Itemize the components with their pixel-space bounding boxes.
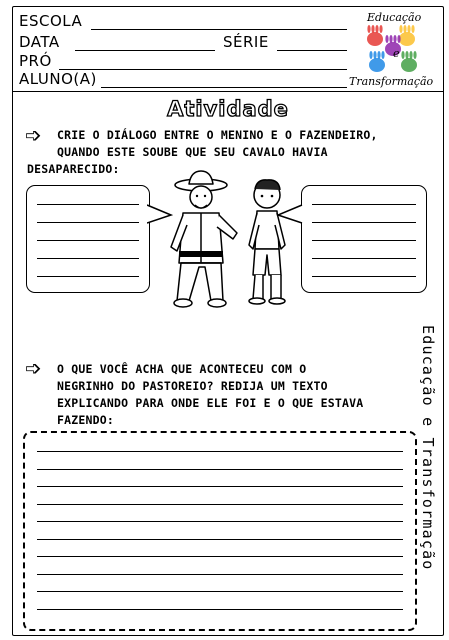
- writing-line: [37, 504, 403, 505]
- answer-box[interactable]: [23, 431, 417, 631]
- logo-title: Educação: [367, 11, 422, 24]
- boy-speech-bubble[interactable]: [301, 185, 427, 293]
- worksheet-page: [12, 6, 444, 636]
- handprint-icon: [399, 25, 415, 46]
- side-watermark-text: Educação e Transformação: [419, 325, 437, 571]
- activity1-instruction: CRIE O DIÁLOGO ENTRE O MENINO E O FAZENDEIRO, QUANDO ESTE SOUBE QUE SEU CAVALO HAVIA DESAPARECIDO:: [27, 128, 378, 176]
- activity-title: Atividade: [167, 97, 289, 121]
- pro-field[interactable]: [59, 69, 347, 70]
- writing-line: [37, 539, 403, 540]
- logo: [349, 9, 441, 89]
- farmer-illustration: [161, 167, 241, 311]
- handprint-icon: [369, 51, 385, 72]
- escola-field[interactable]: [91, 29, 347, 30]
- writing-line: [37, 486, 403, 487]
- arrow-right-icon: ➩: [25, 125, 42, 147]
- data-field[interactable]: [75, 50, 215, 51]
- serie-label: SÉRIE: [223, 33, 269, 51]
- handprint-icon: [401, 51, 417, 72]
- writing-line: [37, 591, 403, 592]
- header-section: [13, 7, 443, 92]
- boy-illustration: [239, 175, 295, 311]
- aluno-field[interactable]: [101, 87, 347, 88]
- serie-field[interactable]: [277, 50, 347, 51]
- pro-label: PRÓ: [19, 52, 52, 70]
- farmer-speech-bubble[interactable]: [26, 185, 150, 293]
- handprint-icon: [367, 25, 383, 46]
- aluno-label: ALUNO(A): [19, 70, 97, 88]
- arrow-right-icon: ➩: [25, 358, 42, 380]
- logo-letter: e: [393, 47, 400, 60]
- writing-line: [37, 521, 403, 522]
- writing-line: [37, 451, 403, 452]
- writing-line: [37, 469, 403, 470]
- activity2-instruction: O QUE VOCÊ ACHA QUE ACONTECEU COM O NEGRINHO DO PASTOREIO? REDIJA UM TEXTO EXPLICANDO PARA ONDE ELE FOI E O QUE ESTAVA FAZENDO:: [57, 362, 364, 427]
- writing-line: [37, 574, 403, 575]
- writing-line: [37, 609, 403, 610]
- escola-label: ESCOLA: [19, 12, 83, 30]
- writing-line: [37, 556, 403, 557]
- logo-subtitle: Transformação: [349, 75, 434, 88]
- data-label: DATA: [19, 33, 60, 51]
